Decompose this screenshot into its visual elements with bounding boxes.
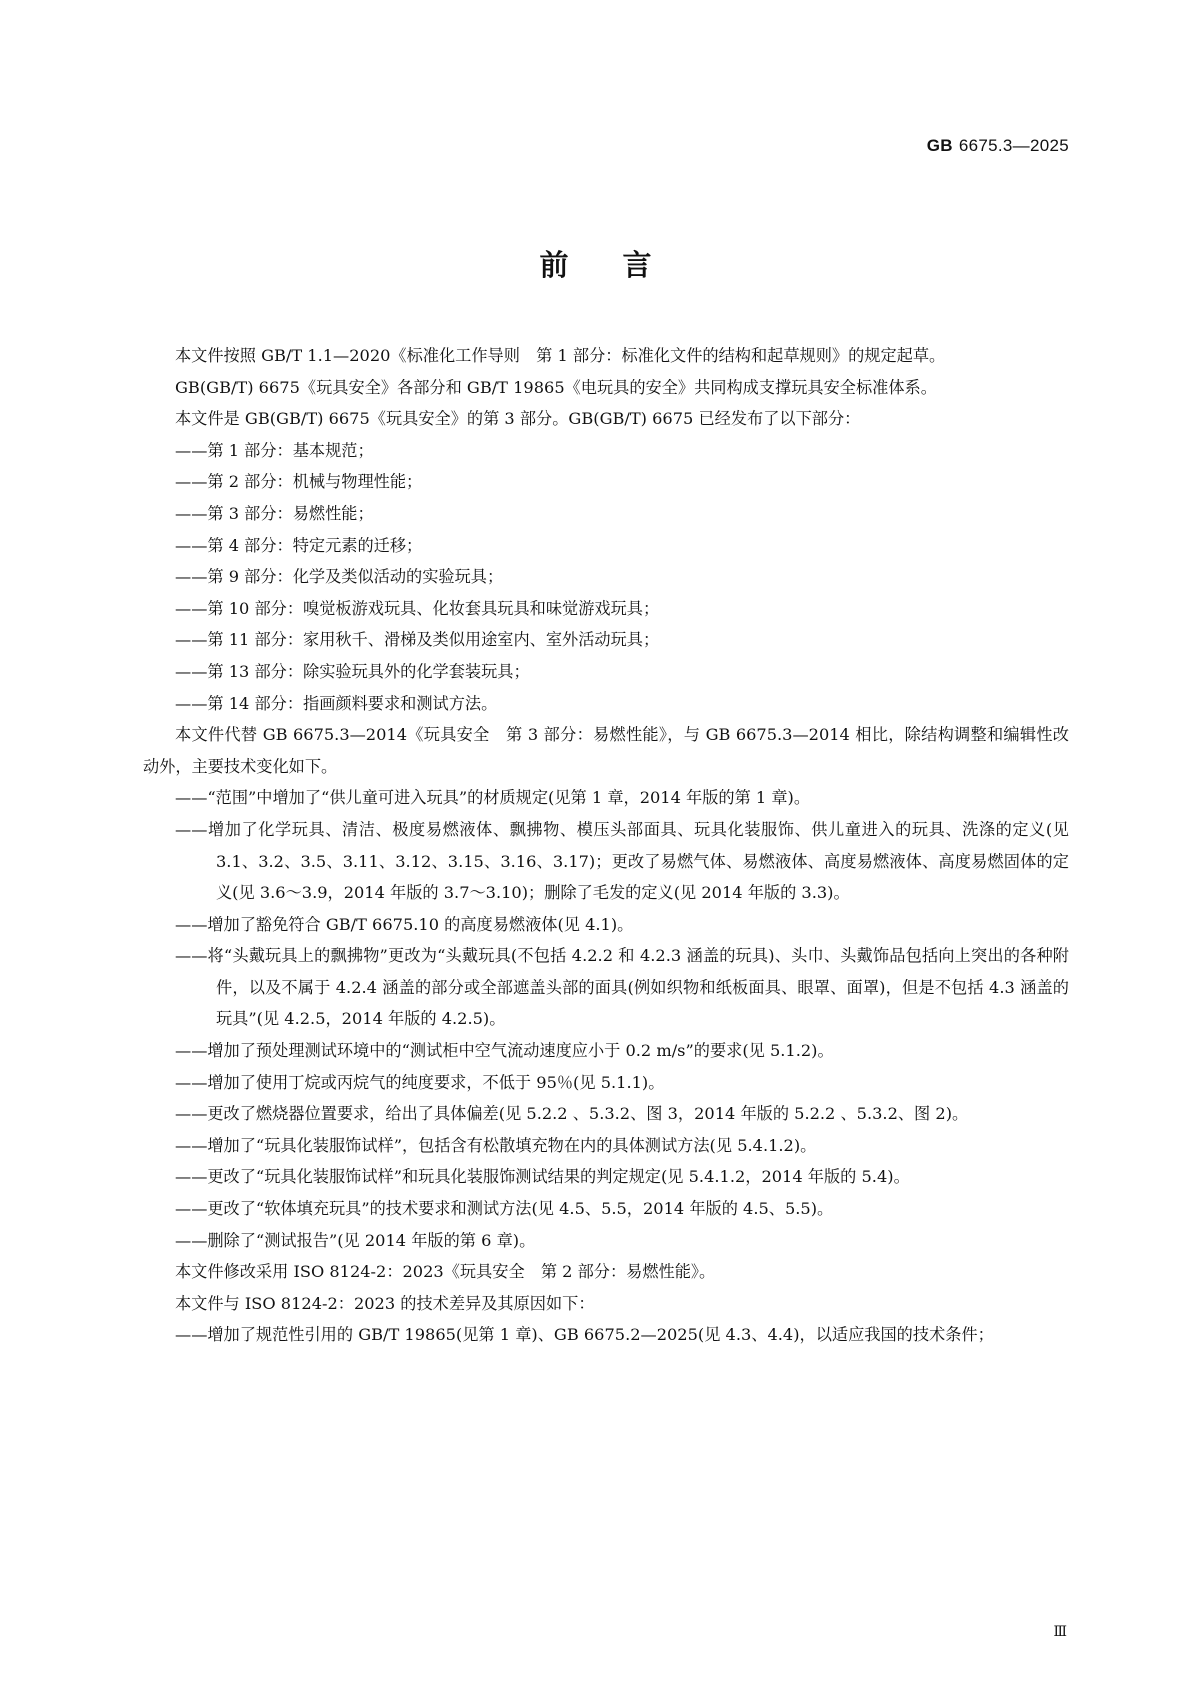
list-item: ——增加了豁免符合 GB/T 6675.10 的高度易燃液体(见 4.1)。 [175, 914, 634, 934]
list-item: ——更改了“玩具化装服饰试样”和玩具化装服饰测试结果的判定规定(见 5.4.1.2，2014 年版的 5.4)。 [175, 1167, 910, 1187]
list-item: ——更改了燃烧器位置要求，给出了具体偏差(见 5.2.2 、5.3.2、图 3，2014 年版的 5.2.2 、5.3.2、图 2)。 [175, 1104, 969, 1124]
list-item: ——删除了“测试报告”(见 2014 年版的第 6 章)。 [175, 1230, 536, 1250]
page-title: 前言 [539, 248, 706, 282]
list-item: ——第 2 部分：机械与物理性能； [175, 472, 423, 492]
list-item: ——“范围”中增加了“供儿童可进入玩具”的材质规定(见第 1 章，2014 年版的第 1 章)。 [175, 788, 811, 808]
paragraph: 本文件与 ISO 8124-2：2023 的技术差异及其原因如下： [175, 1293, 595, 1313]
list-item: ——第 13 部分：除实验玩具外的化学套装玩具； [175, 661, 530, 681]
list-item: ——增加了预处理测试环境中的“测试柜中空气流动速度应小于 0.2 m/s”的要求(见 5.1.2)。 [175, 1041, 834, 1061]
list-item: ——将“头戴玩具上的飘拂物”更改为“头戴玩具(不包括 4.2.2 和 4.2.3 涵盖的玩具)、头巾、头戴饰品包括向上突出的各种附件，以及不属于 4.2.4 涵盖的部分或全部遮盖头部的面具(例如织物和纸板面具、眼罩、面罩)，但是不包括 4.3 涵盖的玩具”(见 4.2.5，2014 年版的 4.2.5)。 [175, 946, 1069, 1029]
page-number: Ⅲ [1053, 1624, 1067, 1640]
paragraph: 本文件代替 GB 6675.3—2014《玩具安全 第 3 部分：易燃性能》，与 GB 6675.3—2014 相比，除结构调整和编辑性改动外，主要技术变化如下。 [143, 725, 1069, 776]
document-code-prefix: GB [926, 136, 953, 155]
list-item: ——增加了“玩具化装服饰试样”，包括含有松散填充物在内的具体测试方法(见 5.4.1.2)。 [175, 1135, 817, 1155]
list-item: ——第 10 部分：嗅觉板游戏玩具、化妆套具玩具和味觉游戏玩具； [175, 598, 660, 618]
list-item: ——第 4 部分：特定元素的迁移； [175, 535, 423, 555]
paragraph: 本文件修改采用 ISO 8124-2：2023《玩具安全 第 2 部分：易燃性能》。 [175, 1262, 716, 1282]
paragraph: 本文件是 GB(GB/T) 6675《玩具安全》的第 3 部分。GB(GB/T) 6675 已经发布了以下部分： [175, 409, 861, 429]
document-code-number: 6675.3—2025 [958, 136, 1069, 155]
list-item: ——第 1 部分：基本规范； [175, 440, 374, 460]
list-item: ——增加了化学玩具、清洁、极度易燃液体、飘拂物、模压头部面具、玩具化装服饰、供儿童进入的玩具、洗涤的定义(见 3.1、3.2、3.5、3.11、3.12、3.15、3.16、3.17)；更改了易燃气体、易燃液体、高度易燃液体、高度易燃固体的定义(见 3.6～3.9，2014 年版的 3.7～3.10)；删除了毛发的定义(见 2014 年版的 3.3)。 [175, 819, 1069, 903]
list-item: ——增加了使用丁烷或丙烷气的纯度要求，不低于 95％(见 5.1.1)。 [175, 1072, 665, 1092]
paragraph: GB(GB/T) 6675《玩具安全》各部分和 GB/T 19865《电玩具的安全》共同构成支撑玩具安全标准体系。 [175, 377, 937, 397]
list-item: ——第 14 部分：指画颜料要求和测试方法。 [175, 693, 498, 713]
list-item: ——第 3 部分：易燃性能； [175, 503, 374, 523]
document-code [927, 136, 1069, 156]
list-item: ——更改了“软体填充玩具”的技术要求和测试方法(见 4.5、5.5，2014 年版的 4.5、5.5)。 [175, 1199, 834, 1219]
list-item: ——增加了规范性引用的 GB/T 19865(见第 1 章)、GB 6675.2—2025(见 4.3、4.4)，以适应我国的技术条件； [175, 1325, 994, 1345]
document-body [143, 340, 1069, 1351]
paragraph: 本文件按照 GB/T 1.1—2020《标准化工作导则 第 1 部分：标准化文件的结构和起草规则》的规定起草。 [175, 346, 946, 365]
list-item: ——第 9 部分：化学及类似活动的实验玩具； [175, 567, 504, 587]
list-item: ——第 11 部分：家用秋千、滑梯及类似用途室内、室外活动玩具； [175, 630, 660, 650]
